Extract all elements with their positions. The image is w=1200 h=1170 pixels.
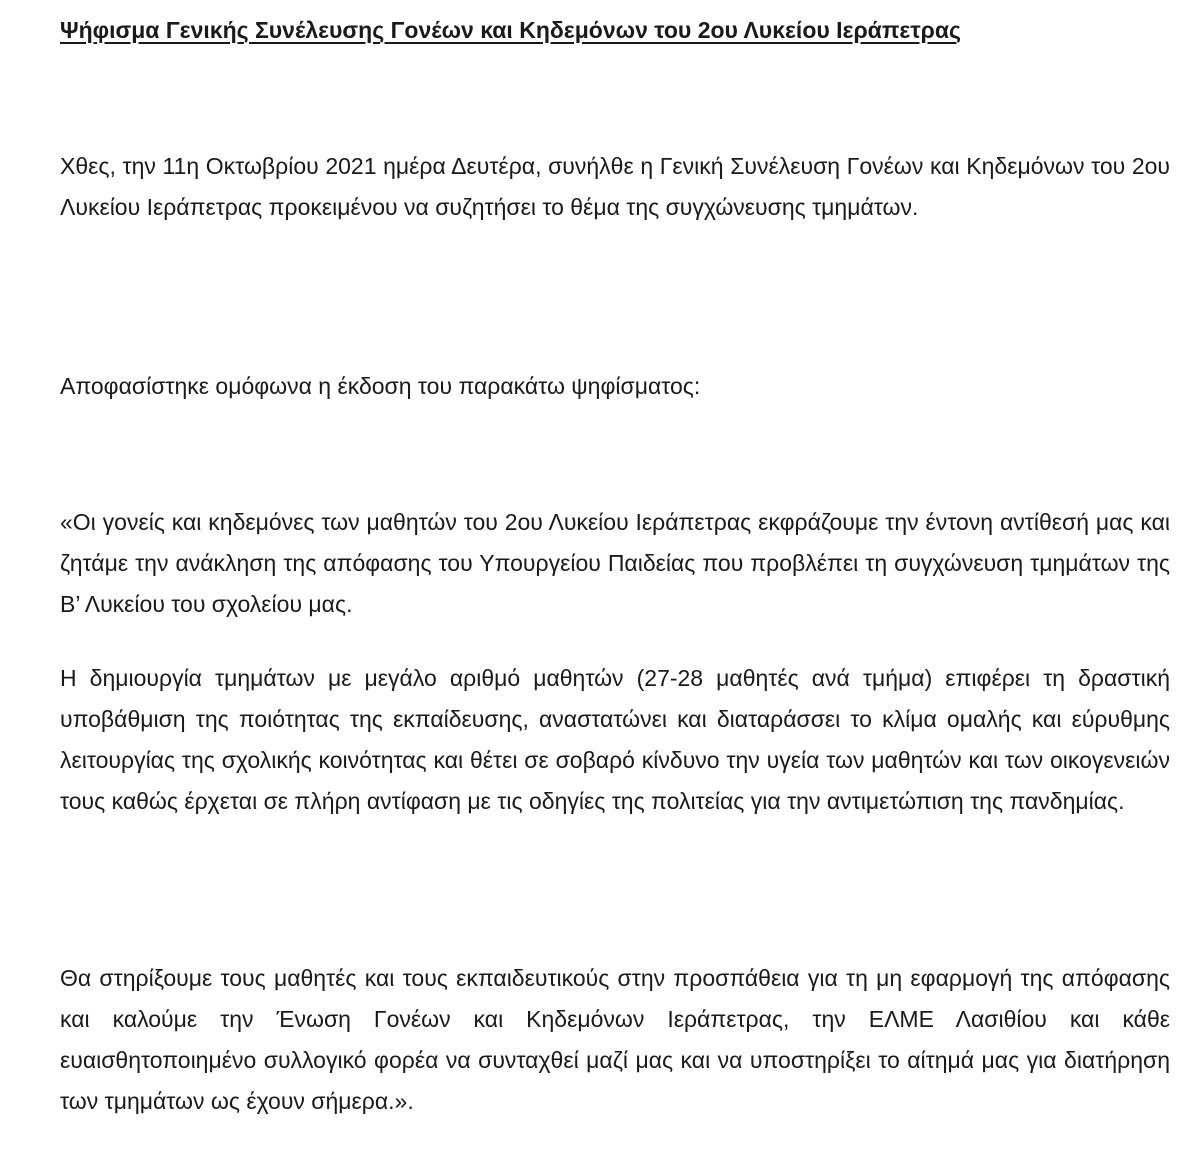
document-page <box>60 14 1170 1114</box>
document-title: Ψήφισμα Γενικής Συνέλευσης Γονέων και Κηδεμόνων του 2ου Λυκείου Ιεράπετρας <box>60 17 961 43</box>
decision-paragraph: Αποφασίστηκε ομόφωνα η έκδοση του παρακάτω ψηφίσματος: <box>60 373 701 399</box>
resolution-opening-paragraph: «Οι γονείς και κηδεμόνες των μαθητών του 2ου Λυκείου Ιεράπετρας εκφράζουμε την έντονη αντίθεσή μας και ζητάμε την ανάκληση της απόφασης του Υπουργείου Παιδείας που προβλέπει τη συγχώνευση τμημάτων της Β’ Λυκείου του σχολείου μας. <box>60 509 1170 617</box>
support-call-paragraph: Θα στηρίξουμε τους μαθητές και τους εκπαιδευτικούς στην προσπάθεια για τη μη εφαρμογή της απόφασης και καλούμε την Ένωση Γονέων και Κηδεμόνων Ιεράπετρας, την ΕΛΜΕ Λασιθίου και κάθε ευαισθητοποιημένο συλλογικό φορέα να συνταχθεί μαζί μας και να υποστηρίξει το αίτημά μας για διατήρηση των τμημάτων ως έχουν σήμερα.». <box>60 965 1170 1114</box>
meeting-paragraph: Χθες, την 11η Οκτωβρίου 2021 ημέρα Δευτέρα, συνήλθε η Γενική Συνέλευση Γονέων και Κηδεμόνων του 2ου Λυκείου Ιεράπετρας προκειμένου να συζητήσει το θέμα της συγχώνευσης τμημάτων. <box>60 153 1170 220</box>
class-size-paragraph: Η δημιουργία τμημάτων με μεγάλο αριθμό μαθητών (27-28 μαθητές ανά τμήμα) επιφέρει τη δραστική υποβάθμιση της ποιότητας της εκπαίδευσης, αναστατώνει και διαταράσσει το κλίμα ομαλής και εύρυθμης λειτουργίας της σχολικής κοινότητας και θέτει σε σοβαρό κίνδυνο την υγεία των μαθητών και των οικογενειών τους καθώς έρχεται σε πλήρη αντίφαση με τις οδηγίες της πολιτείας για την αντιμετώπιση της πανδημίας. <box>60 665 1170 814</box>
